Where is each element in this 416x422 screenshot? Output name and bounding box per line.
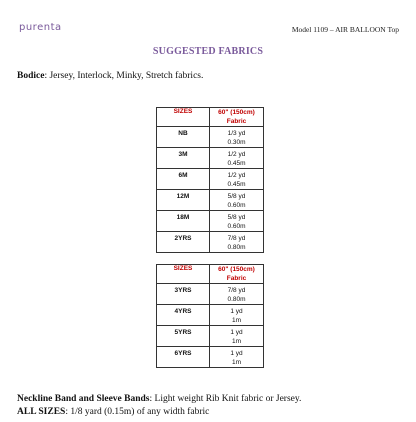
size-label: 12M (176, 193, 190, 200)
fabric-meters: 1m (231, 359, 242, 366)
size-table-kids (156, 264, 264, 368)
fabric-meters: 1m (231, 317, 242, 324)
header-fabric-width: 60" (150cm) (218, 109, 255, 116)
bodice-text: : Jersey, Interlock, Minky, Stretch fabrics. (44, 71, 204, 81)
table-row (157, 232, 264, 253)
table-row (157, 148, 264, 169)
fabric-meters: 0.60m (227, 202, 246, 209)
table-row (157, 127, 264, 148)
size-label: 3M (178, 151, 188, 158)
fabric-yards: 5/8 yd (227, 214, 246, 221)
size-cell (157, 347, 210, 368)
fabric-yards: 1 yd (230, 308, 243, 315)
size-label: 3YRS (174, 287, 192, 294)
table-row (157, 284, 264, 305)
size-table-baby (156, 107, 264, 253)
bodice-line (17, 71, 203, 81)
all-sizes-text: : 1/8 yard (0.15m) of any width fabric (65, 407, 210, 417)
size-label: 18M (176, 214, 190, 221)
header-fabric-label: Fabric (226, 275, 247, 282)
size-cell (157, 232, 210, 253)
header-sizes: SIZES (157, 265, 210, 284)
fabric-yards: 7/8 yd (227, 287, 246, 294)
all-sizes-line (17, 407, 209, 417)
fabric-yards: 5/8 yd (227, 193, 246, 200)
size-cell (157, 211, 210, 232)
fabric-cell (210, 284, 264, 305)
size-cell (157, 148, 210, 169)
fabric-cell (210, 148, 264, 169)
fabric-yards: 1/2 yd (227, 151, 246, 158)
fabric-meters: 0.30m (227, 139, 246, 146)
brand-logo: purenta (19, 22, 62, 33)
table-row (157, 326, 264, 347)
table-row (157, 169, 264, 190)
size-cell (157, 127, 210, 148)
fabric-meters: 0.80m (227, 244, 246, 251)
table-row (157, 211, 264, 232)
neckline-label: Neckline Band and Sleeve Bands (17, 394, 150, 404)
table-header-row (157, 108, 264, 127)
page-title: SUGGESTED FABRICS (152, 46, 264, 57)
table-row (157, 305, 264, 326)
size-cell (157, 305, 210, 326)
fabric-meters: 0.80m (227, 296, 246, 303)
fabric-cell (210, 232, 264, 253)
fabric-cell (210, 305, 264, 326)
fabric-cell (210, 127, 264, 148)
fabric-cell (210, 347, 264, 368)
size-label: 5YRS (174, 329, 192, 336)
fabric-meters: 0.45m (227, 181, 246, 188)
header-fabric-label: Fabric (226, 118, 247, 125)
bodice-label: Bodice (17, 71, 45, 81)
neckline-line (17, 394, 301, 404)
table-row (157, 347, 264, 368)
header-fabric-width: 60" (150cm) (218, 266, 255, 273)
fabric-yards: 1/2 yd (227, 172, 246, 179)
size-label: 6M (178, 172, 188, 179)
size-cell (157, 326, 210, 347)
fabric-yards: 1 yd (230, 329, 243, 336)
size-cell (157, 284, 210, 305)
fabric-cell (210, 211, 264, 232)
fabric-yards: 7/8 yd (227, 235, 246, 242)
fabric-cell (210, 169, 264, 190)
fabric-cell (210, 190, 264, 211)
size-cell (157, 190, 210, 211)
size-label: 4YRS (174, 308, 192, 315)
fabric-yards: 1/3 yd (227, 130, 246, 137)
fabric-meters: 0.60m (227, 223, 246, 230)
fabric-meters: 1m (231, 338, 242, 345)
fabric-yards: 1 yd (230, 350, 243, 357)
model-title: Model 1109 – AIR BALLOON Top (291, 25, 399, 34)
header-sizes: SIZES (157, 108, 210, 127)
neckline-text: : Light weight Rib Knit fabric or Jersey. (149, 394, 302, 404)
header-fabric (210, 108, 264, 127)
fabric-cell (210, 326, 264, 347)
size-label: 2YRS (174, 235, 192, 242)
table-header-row (157, 265, 264, 284)
all-sizes-label: ALL SIZES (17, 407, 66, 417)
size-cell (157, 169, 210, 190)
size-label: NB (178, 130, 188, 137)
fabric-meters: 0.45m (227, 160, 246, 167)
size-label: 6YRS (174, 350, 192, 357)
header-fabric (210, 265, 264, 284)
table-row (157, 190, 264, 211)
